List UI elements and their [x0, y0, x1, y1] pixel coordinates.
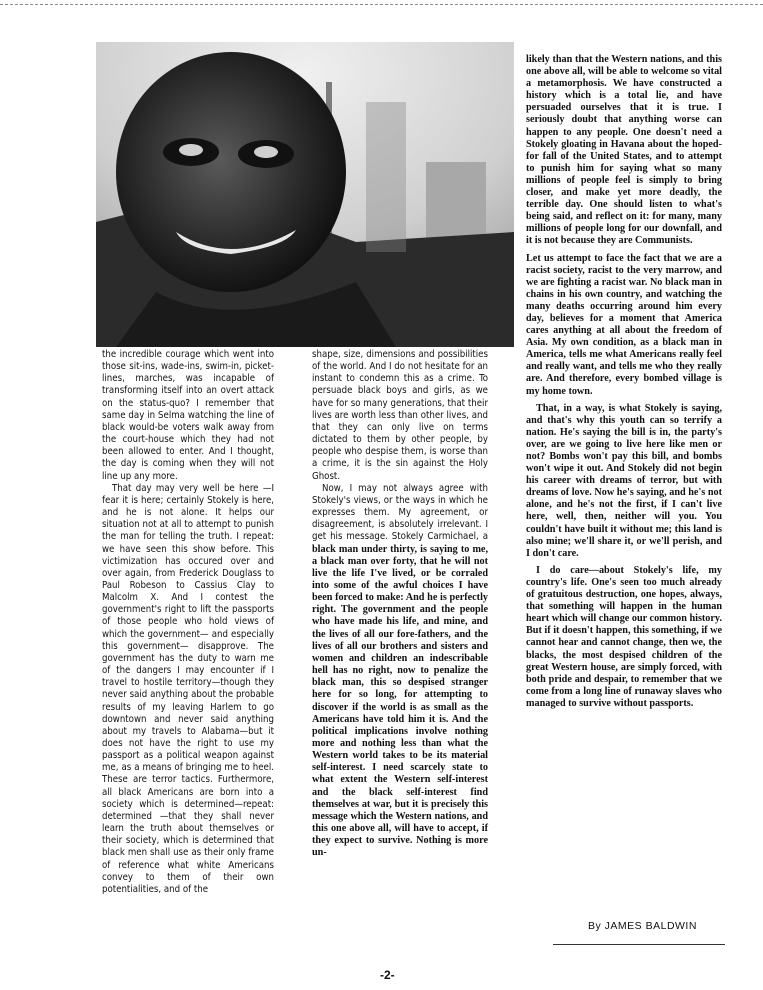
- paragraph: the incredible courage which went into those sit-ins, wade-ins, swim-in, picket-lines, marches, was incapable of transforming itself into an overt attack on the status-quo? I remember that same day in Selma watching the line of black would-be voters walk away from the court-house which they had not been allowed to enter. And I thought, the day is coming when they will not line up any more.: [102, 349, 274, 482]
- paragraph: That, in a way, is what Stokely is saying, and that's why this youth can so terrify a nation. He's saying the bill is in, the party's over, are we going to live here like men or not? Bombs won't pay this bill, and bombs won't wipe it out. And Stokely did not begin his career with dreams of terror, but with dreams of love. Now he's saying, and he's not alone, and he's not the first, if I can't live here, well, then, neither will you. You couldn't have built it without me; this land is also mine; we'll share it, or we'll perish, and I don't care.: [526, 402, 722, 559]
- article-column-3: [526, 54, 722, 710]
- byline-rule: [553, 944, 725, 945]
- paragraph-text: Now, I may not always agree with Stokely's views, or the ways in which he expresses them. My agreement, or disagreement, is absolutely irrelevant. I get his message. Stokely Carmichael, a: [312, 482, 488, 543]
- paragraph: [312, 483, 488, 860]
- paragraph: Let us attempt to face the fact that we are a racist society, racist to the very marrow, and we are fighting a racist war. No black man in chains in his own country, and watching the many deaths occurring around him every day, believes for a moment that America cares anything at all about the freedom of Asia. My own condition, as a black man in America, tells me what Americans really feel and really want, and tells me who they really are. And therefore, every bombed village is my home town.: [526, 252, 722, 397]
- paragraph: That day may very well be here —I fear it is here; certainly Stokely is here, and he is not alone. It helps our situation not at all to attempt to punish the man for telling the truth. I repeat: we have seen this show before. This victimization has occured over and over again, from Frederick Douglass to Paul Robeson to Cassius Clay to Malcolm X. And I contest the government's right to lift the passports of those people who hold views of which the government— and especially this government— disapprove. The government has the duty to warn me of the dangers I may encounter if I travel to hostile territory—though they never said anything about the probable results of my leaving Harlem to go downtown and never said anything about my travels to Alabama—but it does not have the right to use my passport as a political weapon against me, as a means of bringing me to heel. These are terror tactics. Furthermore, all black Americans are born into a society which is determined—repeat: determined —that they shall never learn the truth about themselves or their society, which is determined that black men shall use as their only frame of reference what white Americans convey to them of their own potentialities, and of the: [102, 482, 274, 895]
- article-column-1: [102, 349, 274, 896]
- top-border: [0, 4, 763, 5]
- paragraph: likely than that the Western nations, and this one above all, will be able to welcome so vital a metamorphosis. We have constructed a history which is a total lie, and have persuaded ourselves that it is true. I seriously doubt that anything worse can happen to any people. One doesn't need a Stokely gloating in Havana about the hoped-for fall of the United States, and to attempt to punish him for saying what so many millions of people feel is simply to bring closer, and make yet more deadly, the terrible day. One should listen to what's being said, and reflect on it: for many, many millions of people long for our downfall, and it is not because they are Communists.: [526, 54, 722, 247]
- page-number: -2-: [380, 968, 395, 982]
- author-photo: [96, 42, 514, 347]
- portrait-image: [96, 42, 514, 347]
- paragraph: shape, size, dimensions and possibilities of the world. And I do not hesitate for an instant to condemn this as a crime. To persuade black boys and girls, as we have for so many generations, that their lives are worth less than other lives, and that they can only live on terms dictated to them by other people, by people who despise them, is worse than a crime, it is the sin against the Holy Ghost.: [312, 349, 488, 482]
- byline: By JAMES BALDWIN: [588, 920, 697, 932]
- paragraph-bold-text: black man under thirty, is saying to me, a black man over forty, that he will not live the life I've lived, or be corraled into some of the awful choices I have been forced to make: And he is perfectly right. The government and the people who have made his life, and mine, and the lives of all our fore-fathers, and the lives of all our brothers and sisters and women and children an indescribable hell has no right, now to penalize the black man, this so despised stranger here for so long, for attempting to discover if the world is as small as the Americans have told him it is. And the political implications involve nothing more and nothing less than what the Western world takes to be its material self-interest. I need scarcely state to what extent the Western self-interest and the black self-interest find themselves at war, but it is precisely this message which the Western nations, and this one above all, will have to accept, if they expect to survive. Nothing is more un-: [312, 543, 488, 859]
- paragraph: I do care—about Stokely's life, my country's life. One's seen too much already of gratuitous destruction, one hopes, always, that something will happen in the human heart which will change our common history. But if it doesn't happen, this something, if we cannot hear and cannot change, then we, the blacks, the most despised children of the great Western house, are simply forced, with both pride and despair, to remember that we come from a long line of runaway slaves who managed to survive without passports.: [526, 564, 722, 709]
- article-column-2: [312, 349, 488, 860]
